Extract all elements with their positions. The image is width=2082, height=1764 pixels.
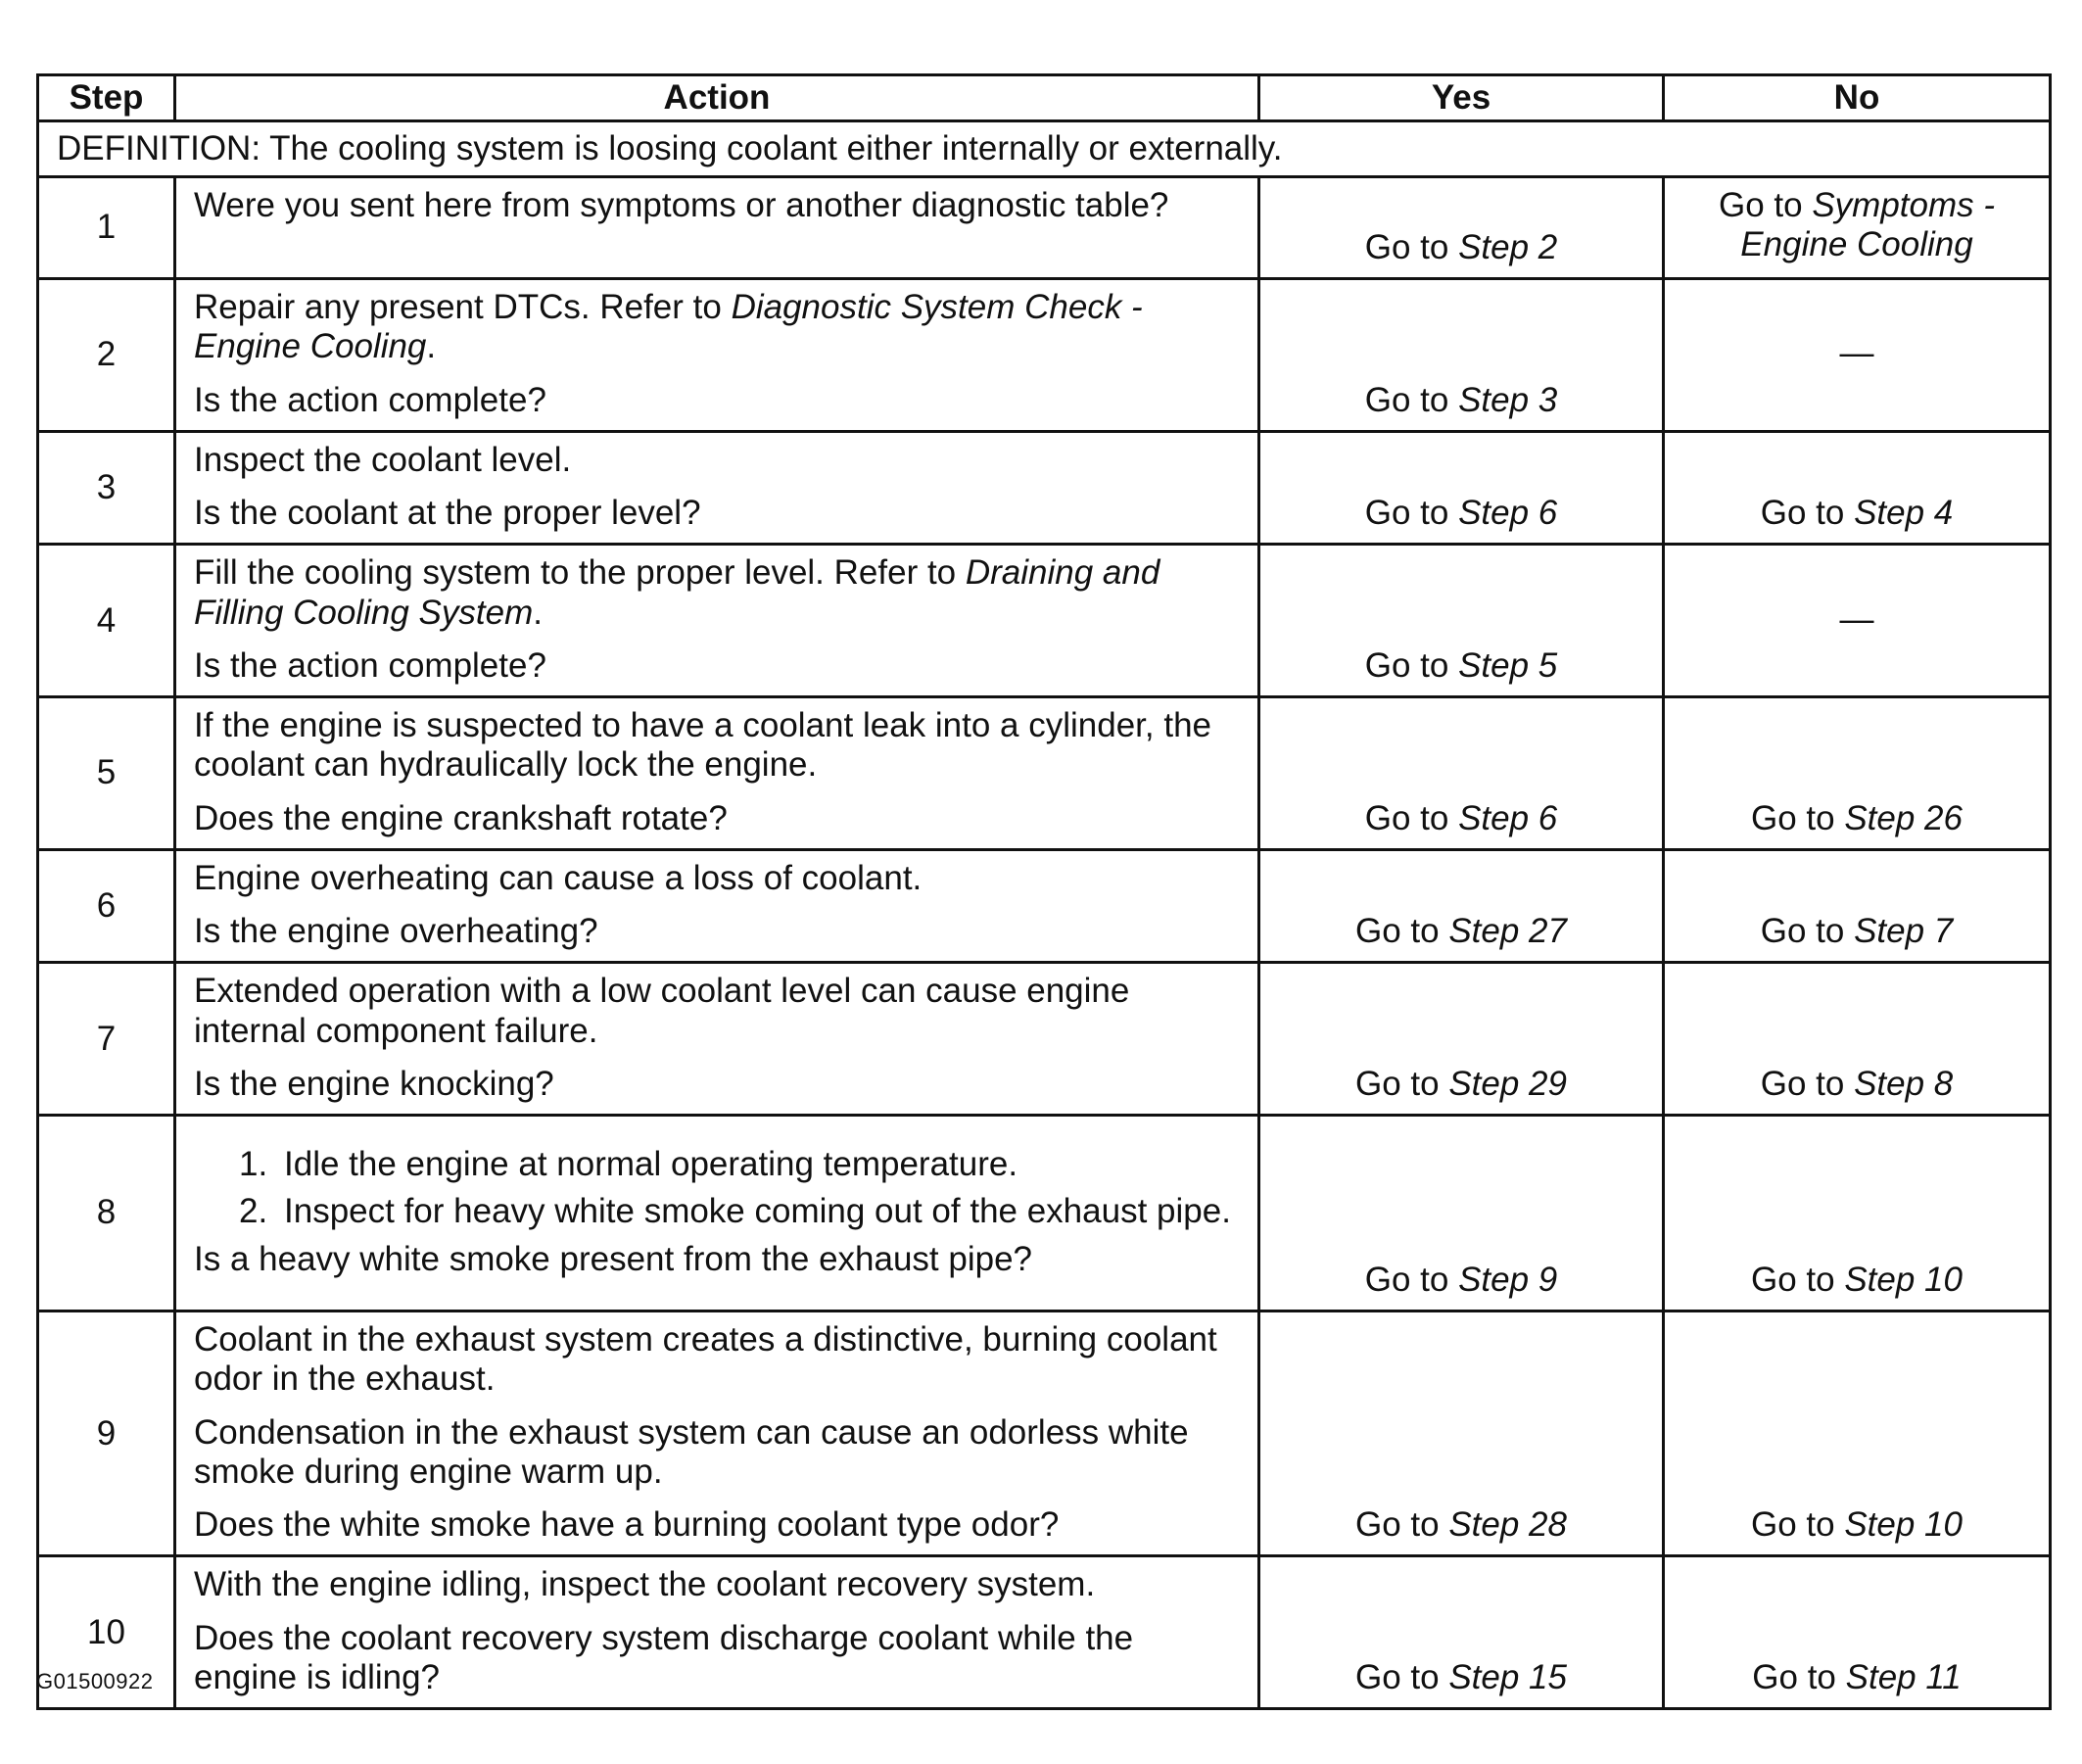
no-prefix: Go to	[1760, 912, 1855, 950]
step-number: 6	[38, 849, 175, 963]
action-text: With the engine idling, inspect the coolant recovery system.	[194, 1565, 1096, 1604]
action-cell	[175, 431, 1259, 545]
action-question: Does the coolant recovery system discharge coolant while the engine is idling?	[194, 1618, 1134, 1696]
yes-step-ref: Step 28	[1448, 1505, 1567, 1544]
table-row	[38, 545, 2051, 697]
step-number: 3	[38, 431, 175, 545]
yes-step-ref: Step 5	[1458, 645, 1558, 685]
yes-cell	[1259, 545, 1664, 697]
step-number: 7	[38, 963, 175, 1116]
no-prefix: Go to	[1752, 1657, 1846, 1696]
yes-step-ref: Step 9	[1458, 1260, 1558, 1299]
yes-prefix: Go to	[1355, 1064, 1449, 1103]
table-row	[38, 1556, 2051, 1709]
yes-prefix: Go to	[1364, 798, 1459, 837]
no-prefix: Go to	[1718, 186, 1813, 224]
no-cell	[1664, 963, 2051, 1116]
header-step: Step	[38, 75, 175, 121]
yes-cell	[1259, 1116, 1664, 1311]
yes-prefix: Go to	[1364, 645, 1459, 685]
substep-item	[239, 1145, 1240, 1184]
yes-cell	[1259, 177, 1664, 279]
yes-step-ref: Step 29	[1448, 1064, 1567, 1103]
definition-row	[38, 121, 2051, 177]
no-prefix: Go to	[1760, 494, 1855, 532]
yes-prefix: Go to	[1355, 1657, 1449, 1696]
action-cell	[175, 963, 1259, 1116]
diagnostic-table-container	[36, 73, 2049, 1710]
no-prefix: Go to	[1751, 1505, 1845, 1544]
action-question: Is the action complete?	[194, 380, 546, 419]
action-cell	[175, 545, 1259, 697]
action-question: Is the engine knocking?	[194, 1064, 554, 1103]
action-text: Coolant in the exhaust system creates a distinctive, burning coolant odor in the exhaust.	[194, 1320, 1217, 1399]
action-cell	[175, 849, 1259, 963]
yes-cell	[1259, 1556, 1664, 1709]
table-row	[38, 697, 2051, 850]
action-cell	[175, 697, 1259, 850]
action-text-part: .	[533, 593, 543, 632]
no-step-ref: Symptoms - Engine Cooling	[1740, 186, 1996, 264]
action-text: Condensation in the exhaust system can cause an odorless white smoke during engine warm up.	[194, 1412, 1189, 1491]
no-cell: —	[1664, 545, 2051, 697]
yes-prefix: Go to	[1364, 380, 1459, 419]
action-text-part: Repair any present DTCs. Refer to	[194, 288, 732, 326]
header-no: No	[1664, 75, 2051, 121]
yes-prefix: Go to	[1355, 1505, 1449, 1544]
yes-cell	[1259, 963, 1664, 1116]
no-step-ref: Step 11	[1845, 1657, 1962, 1696]
no-step-ref: Step 7	[1854, 912, 1954, 950]
step-number: 8	[38, 1116, 175, 1311]
yes-prefix: Go to	[1355, 912, 1449, 950]
table-row	[38, 1311, 2051, 1556]
yes-cell	[1259, 697, 1664, 850]
table-row	[38, 1116, 2051, 1311]
action-cell	[175, 1311, 1259, 1556]
yes-step-ref: Step 27	[1448, 912, 1567, 950]
action-cell	[175, 177, 1259, 279]
action-cell	[175, 1556, 1259, 1709]
yes-step-ref: Step 6	[1458, 798, 1558, 837]
action-text: Extended operation with a low coolant level can cause engine internal component failure.	[194, 972, 1130, 1050]
yes-step-ref: Step 15	[1448, 1657, 1567, 1696]
action-cell	[175, 279, 1259, 432]
yes-step-ref: Step 3	[1458, 380, 1558, 419]
substep-number: 1.	[239, 1145, 268, 1184]
no-step-ref: Step 4	[1854, 494, 1954, 532]
substep-list	[194, 1145, 1240, 1232]
no-cell	[1664, 697, 2051, 850]
no-step-ref: Step 26	[1844, 798, 1963, 837]
no-prefix: Go to	[1751, 1260, 1845, 1299]
substep-item	[239, 1192, 1240, 1231]
action-reference: Draining and Filling Cooling System	[194, 553, 1160, 632]
action-text	[194, 553, 1240, 633]
substep-text: Idle the engine at normal operating temperature.	[284, 1145, 1018, 1184]
action-question: Does the white smoke have a burning coolant type odor?	[194, 1505, 1060, 1544]
no-step-ref: Step 10	[1844, 1260, 1963, 1299]
table-row	[38, 177, 2051, 279]
yes-step-ref: Step 2	[1458, 227, 1558, 266]
substep-number: 2.	[239, 1192, 268, 1231]
no-cell: —	[1664, 279, 2051, 432]
step-number: 1	[38, 177, 175, 279]
step-number: 9	[38, 1311, 175, 1556]
step-number: 10	[38, 1556, 175, 1709]
header-yes: Yes	[1259, 75, 1664, 121]
no-prefix: Go to	[1751, 798, 1845, 837]
action-text-part: .	[426, 327, 437, 366]
table-row	[38, 431, 2051, 545]
action-text	[194, 288, 1240, 367]
no-cell	[1664, 849, 2051, 963]
action-cell	[175, 1116, 1259, 1311]
action-question: Does the engine crankshaft rotate?	[194, 798, 728, 837]
yes-cell	[1259, 431, 1664, 545]
table-row	[38, 279, 2051, 432]
action-text: If the engine is suspected to have a coolant leak into a cylinder, the coolant can hydraulically lock the engine.	[194, 706, 1212, 785]
action-question: Is the action complete?	[194, 645, 546, 685]
step-number: 5	[38, 697, 175, 850]
action-text: Were you sent here from symptoms or another diagnostic table?	[194, 186, 1169, 224]
table-row	[38, 963, 2051, 1116]
step-number: 4	[38, 545, 175, 697]
no-cell	[1664, 177, 2051, 279]
yes-cell	[1259, 279, 1664, 432]
action-text-part: Fill the cooling system to the proper level. Refer to	[194, 553, 966, 593]
no-cell	[1664, 1311, 2051, 1556]
no-prefix: Go to	[1760, 1064, 1855, 1103]
action-text: Inspect the coolant level.	[194, 440, 572, 479]
header-row	[38, 75, 2051, 121]
substep-text: Inspect for heavy white smoke coming out of the exhaust pipe.	[284, 1192, 1231, 1231]
no-step-ref: Step 10	[1844, 1505, 1963, 1544]
no-cell	[1664, 1556, 2051, 1709]
no-cell	[1664, 1116, 2051, 1311]
action-question: Is the engine overheating?	[194, 912, 598, 950]
no-step-ref: Step 8	[1854, 1064, 1954, 1103]
yes-cell	[1259, 1311, 1664, 1556]
table-row	[38, 849, 2051, 963]
yes-prefix: Go to	[1364, 494, 1459, 532]
figure-id: G01500922	[36, 1669, 154, 1693]
step-number: 2	[38, 279, 175, 432]
action-text: Engine overheating can cause a loss of coolant.	[194, 858, 923, 897]
yes-prefix: Go to	[1364, 227, 1459, 266]
header-action: Action	[175, 75, 1259, 121]
action-reference: Diagnostic System Check - Engine Cooling	[194, 288, 1143, 366]
yes-cell	[1259, 849, 1664, 963]
yes-step-ref: Step 6	[1458, 494, 1558, 532]
yes-prefix: Go to	[1364, 1260, 1459, 1299]
no-cell	[1664, 431, 2051, 545]
action-question: Is the coolant at the proper level?	[194, 494, 701, 532]
definition-text: DEFINITION: The cooling system is loosing coolant either internally or externally.	[38, 121, 2051, 177]
action-question: Is a heavy white smoke present from the exhaust pipe?	[194, 1239, 1033, 1278]
diagnostic-table	[36, 73, 2052, 1710]
